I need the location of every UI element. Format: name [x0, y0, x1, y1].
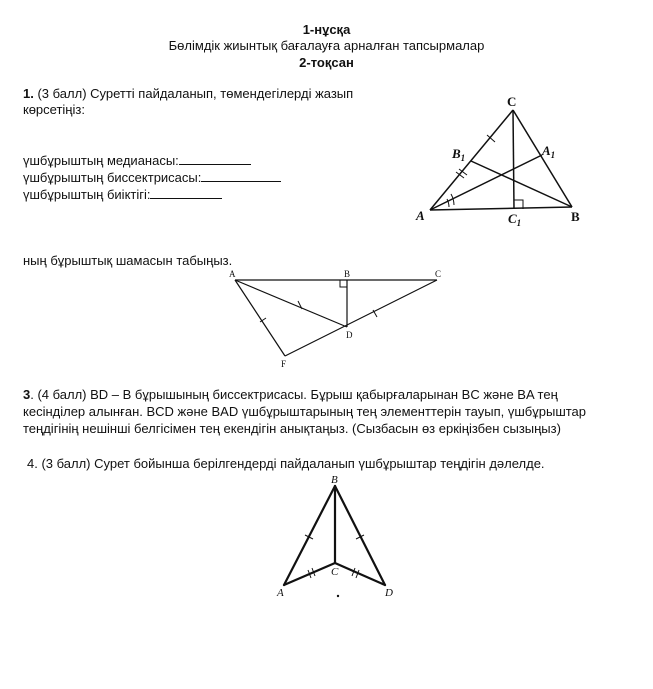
label-A: A	[416, 208, 425, 223]
label-D: D	[346, 330, 353, 340]
task2-prompt: ның бұрыштық шамасын табыңыз.	[23, 253, 233, 268]
task3-number: 3	[23, 387, 31, 402]
label-F: F	[281, 359, 287, 369]
task3-line3: теңдігінің нешінші белгісімен тең екендігін анықтаңыз. (Сызбасын өз еркіңізбен сызыңыз)	[23, 421, 561, 436]
label-B: B	[571, 209, 580, 224]
label-C: C	[507, 94, 517, 109]
median-label: үшбұрыштың медианасы:	[23, 153, 179, 168]
label-C: C	[435, 269, 442, 279]
segment-DC	[335, 563, 385, 585]
label-A1: $A_1$	[542, 143, 556, 160]
label-A: A	[277, 587, 284, 599]
task4-prompt: 4. (3 балл) Сурет бойынша берілгендерді пайдаланып үшбұрыштар теңдігін дәлелде.	[27, 456, 545, 471]
bisector-label: үшбұрыштың биссектрисасы:	[23, 170, 202, 185]
label-B: B	[331, 474, 338, 486]
quarter-title: 2-тоқсан	[299, 55, 354, 70]
variant-title: 1-нұсқа	[302, 22, 351, 37]
label-A: A	[229, 269, 236, 279]
label-B1: $B_1$	[452, 146, 466, 163]
task1-prompt-line2: көрсетіңіз:	[23, 102, 85, 117]
segment-BA	[284, 486, 335, 585]
dot-mark	[337, 595, 339, 597]
segment-BD	[335, 486, 385, 585]
height-label: үшбұрыштың биіктігі:	[23, 187, 151, 202]
task1-prompt-text: (3 балл) Суретті пайдаланып, төмендегілерді жазып	[37, 86, 354, 101]
subtitle: Бөлімдік жиынтық бағалауға арналған тапсырмалар	[168, 38, 485, 53]
label-C1: $C_1$	[508, 211, 522, 228]
label-D: D	[385, 587, 393, 599]
label-C: C	[331, 566, 339, 578]
label-B: B	[344, 269, 351, 279]
task3-line1-text: . (4 балл) BD – B бұрышының биссектрисасы. Бұрыш қабырғаларынан BC және BA тең	[30, 387, 558, 402]
task3-line2: кесінділер алынған. BCD және BAD үшбұрыштарының тең элементтерін тауып, үшбұрыштар	[23, 404, 587, 419]
task1-number: 1.	[23, 86, 34, 101]
